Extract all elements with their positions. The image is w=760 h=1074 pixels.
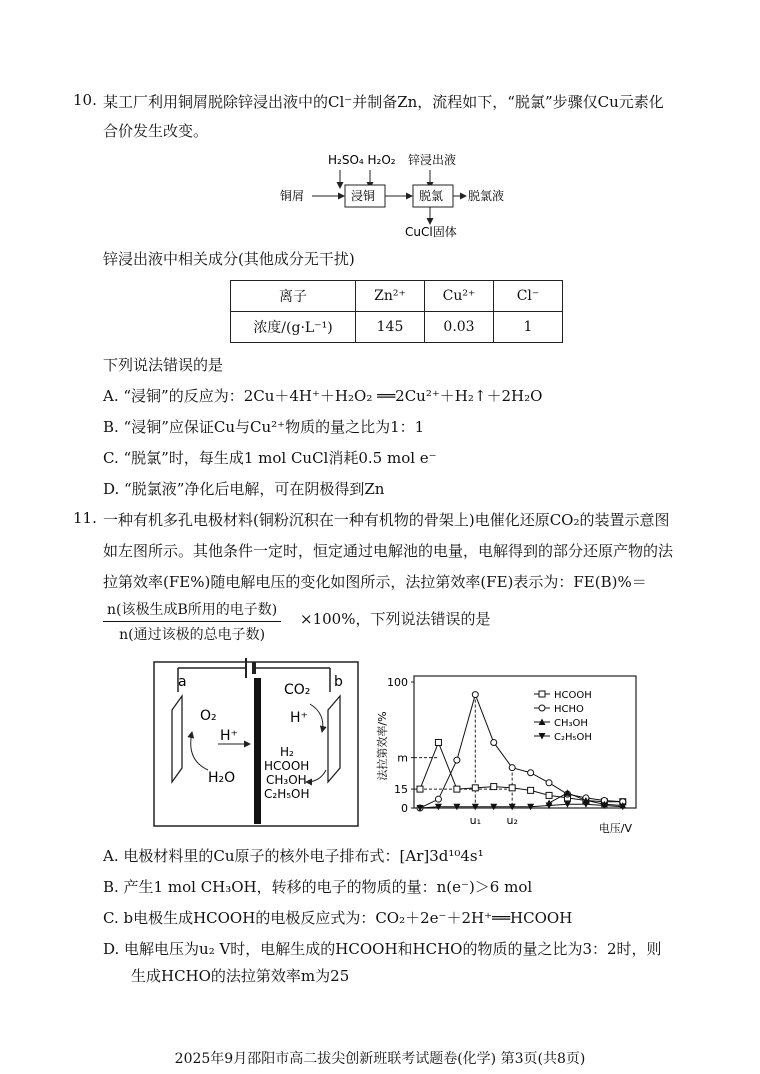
legend-label: CH₃OH [554, 718, 588, 729]
flow-reagents: H₂SO₄ H₂O₂ [328, 153, 396, 167]
label-h2o: H₂O [208, 770, 236, 786]
data-point [528, 770, 534, 776]
label-h-left: H⁺ [220, 728, 238, 744]
flow-step2: 脱氯 [419, 189, 444, 203]
q10-flow-diagram [270, 148, 530, 240]
fe-fraction [103, 599, 281, 644]
data-point [454, 786, 460, 792]
table-cell: 1 [494, 312, 563, 343]
plot-frame [414, 676, 636, 808]
q10-option-b: B. “浸铜”应保证Cu与Cu²⁺物质的量之比为1：1 [103, 418, 425, 436]
data-point [435, 739, 441, 745]
label-h-right: H⁺ [290, 710, 308, 726]
label-a: a [178, 674, 187, 690]
data-point [454, 757, 460, 763]
q10-option-a: A. “浸铜”的反应为：2Cu＋4H⁺＋H₂O₂ ══2Cu²⁺＋H₂↑＋2H₂O [103, 387, 543, 405]
x-tick-label: u₂ [506, 814, 518, 827]
legend-label: C₂H₅OH [554, 732, 592, 743]
electrode-a [172, 696, 182, 782]
product-label: H₂ [280, 745, 294, 759]
product-label: C₂H₅OH [264, 787, 310, 801]
y-axis-label: 法拉第效率/% [376, 711, 389, 781]
q10-prompt: 下列说法错误的是 [103, 356, 224, 374]
ion-table [230, 280, 563, 343]
label-o2: O₂ [200, 708, 217, 724]
legend-label: HCOOH [554, 690, 592, 701]
flow-solid: CuCl固体 [405, 225, 457, 239]
data-point [491, 784, 497, 790]
data-point [417, 786, 423, 792]
legend-marker [539, 691, 545, 697]
product-label: HCOOH [264, 759, 310, 773]
x-axis-label: 电压/V [598, 822, 632, 835]
q11-stem-line3: 拉第效率(FE%)随电解电压的变化如图所示，法拉第效率(FE)表示为：FE(B)%＝ [103, 573, 647, 591]
faradaic-efficiency-chart [372, 660, 652, 840]
q11-option-d-line2: 生成HCHO的法拉第效率m为25 [131, 967, 350, 985]
table-header-cell: Zn²⁺ [356, 281, 425, 312]
q10-option-c: C. “脱氯”时，每生成1 mol CuCl消耗0.5 mol e⁻ [103, 449, 437, 467]
data-point [472, 785, 478, 791]
y-tick-label: 100 [387, 676, 408, 689]
label-co2: CO₂ [284, 682, 311, 698]
fe-numerator: n(该极生成B所用的电子数) [103, 599, 281, 622]
legend-label: HCHO [554, 704, 584, 715]
y-tick-label: 15 [394, 783, 408, 797]
q11-stem-line1: 一种有机多孔电极材料(铜粉沉积在一种有机物的骨架上)电催化还原CO₂的装置示意图 [103, 511, 670, 529]
series-line [420, 742, 623, 801]
q10-option-d: D. “脱氯液”净化后电解，可在阴极得到Zn [103, 480, 385, 498]
data-point [491, 739, 497, 745]
page-footer: 2025年9月邵阳市高二拔尖创新班联考试题卷(化学) 第3页(共8页) [174, 1051, 586, 1067]
data-point [509, 765, 515, 771]
fe-denominator: n(通过该极的总电子数) [119, 627, 266, 643]
y-tick-label: m [397, 751, 408, 765]
table-header-cell: Cu²⁺ [425, 281, 494, 312]
label-b: b [334, 674, 343, 690]
q10-stem-line2: 合价发生改变。 [103, 122, 209, 140]
table-header-cell: Cl⁻ [494, 281, 563, 312]
legend-marker [539, 705, 545, 711]
q11-option-b: B. 产生1 mol CH₃OH，转移的电子的物质的量：n(e⁻)＞6 mol [103, 878, 533, 896]
table-cell: 145 [356, 312, 425, 343]
q11-stem-line2: 如左图所示。其他条件一定时，恒定通过电解池的电量，电解得到的部分还原产物的法 [103, 542, 674, 560]
flow-zinc-leach: 锌浸出液 [408, 153, 457, 167]
q11-option-c: C. b电极生成HCOOH的电极反应式为：CO₂＋2e⁻＋2H⁺══HCOOH [103, 909, 573, 927]
series-line [420, 695, 623, 808]
data-point [528, 787, 534, 793]
flow-step1: 浸铜 [351, 189, 376, 203]
data-point [546, 780, 552, 786]
q11-after-fraction: ×100%，下列说法错误的是 [300, 610, 491, 628]
flow-output: 脱氯液 [468, 189, 505, 203]
x-tick-label: u₁ [469, 814, 481, 827]
flow-copper-scrap: 铜屑 [280, 189, 305, 203]
ion-exchange-membrane [254, 678, 261, 824]
data-point [472, 692, 478, 698]
y-tick-label: 0 [401, 802, 408, 815]
product-label: CH₃OH [266, 773, 307, 787]
table-cell: 浓度/(g·L⁻¹) [231, 312, 356, 343]
q11-number: 11. [73, 509, 97, 527]
electrode-b [328, 696, 340, 782]
q10-stem-line1: 某工厂利用铜屑脱除锌浸出液中的Cl⁻并制备Zn，流程如下，“脱氯”步骤仅Cu元素化 [103, 93, 664, 111]
electrolysis-cell-diagram [150, 650, 362, 830]
q11-option-a: A. 电极材料里的Cu原子的核外电子排布式：[Ar]3d¹⁰4s¹ [103, 847, 484, 865]
data-point [435, 796, 441, 802]
table-header-cell: 离子 [231, 281, 356, 312]
data-point [546, 792, 552, 798]
q10-table-caption: 锌浸出液中相关成分(其他成分无干扰) [103, 250, 355, 268]
table-cell: 0.03 [425, 312, 494, 343]
q10-number: 10. [73, 91, 97, 109]
data-point [509, 785, 515, 791]
q11-option-d-line1: D. 电解电压为u₂ V时，电解生成的HCOOH和HCHO的物质的量之比为3：2时，则 [103, 940, 662, 958]
